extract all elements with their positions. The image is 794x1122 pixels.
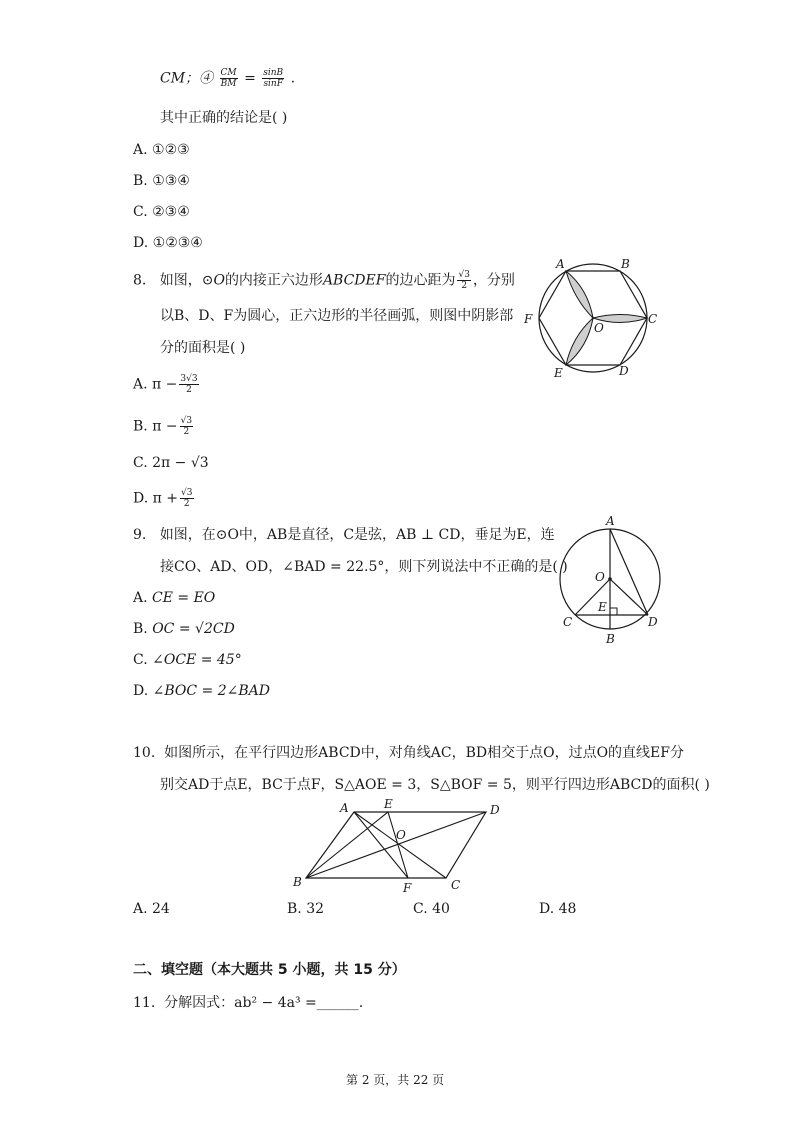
period: . (290, 70, 296, 87)
q10-parallelogram-figure (290, 798, 520, 898)
q10-label-b: B (293, 875, 302, 889)
q8-option-b (133, 416, 195, 437)
option-letter: B. (133, 418, 148, 435)
option-text: OC = √2CD (152, 621, 235, 637)
option-text: ①②③ (152, 142, 190, 158)
option-fraction (180, 488, 193, 509)
q10-label-o: O (396, 828, 406, 842)
q8-hexagon-figure (520, 255, 660, 380)
option-letter: D. (539, 901, 555, 917)
q9-segment-ad (610, 529, 648, 615)
option-text: π + (152, 490, 179, 507)
q10-label-e: E (384, 797, 393, 811)
q7-option-d (133, 233, 203, 253)
question-number: 10. (133, 745, 156, 761)
option-text: 40 (432, 901, 450, 917)
q8-text: 的边心距为 (385, 272, 456, 289)
q8-petal-oa (566, 271, 593, 318)
frac-den: 2 (183, 427, 190, 437)
q8-petal-oe (566, 318, 593, 365)
q9-option-a (133, 588, 215, 608)
q8-fraction (457, 270, 470, 291)
option-text: CE = EO (152, 590, 216, 606)
option-text: 2π − √3 (152, 455, 209, 471)
option-letter: D. (133, 490, 149, 507)
frac-den: 2 (461, 281, 468, 291)
q9-line1 (133, 525, 555, 545)
option-letter: B. (287, 901, 302, 917)
q10-option-d (539, 899, 576, 919)
q9-label-a: A (606, 514, 615, 528)
q10-label-d: D (490, 803, 500, 817)
option-text: ②③④ (152, 204, 190, 220)
q8-label-c: C (648, 312, 658, 326)
frac-num: 3√3 (180, 374, 198, 384)
q10-option-c (413, 899, 450, 919)
frac-num: CM (220, 68, 237, 78)
q10-option-a (133, 899, 170, 919)
q9-label-d: D (648, 615, 658, 629)
q9-line2: 接CO、AD、OD，∠BAD = 22.5°，则下列说法中不正确的是( ) (160, 559, 568, 575)
q11-text: 分解因式：ab² − 4a³ =______. (164, 995, 364, 1011)
frac-den: BM (220, 79, 237, 89)
q8-text: 的内接正六边形 (224, 272, 323, 289)
q8-option-c (133, 453, 209, 473)
q7-option-c (133, 202, 190, 222)
q10-label-a: A (340, 801, 349, 815)
q9-label-b: B (606, 632, 615, 646)
q10-line1 (133, 743, 684, 763)
q8-label-d: D (619, 364, 629, 378)
q8-label-a: A (556, 257, 565, 271)
option-text: 24 (152, 901, 170, 917)
q8-text: ，分别 (472, 272, 515, 289)
option-letter: B. (133, 621, 148, 637)
q10-text: 如图所示，在平行四边形ABCD中，对角线AC，BD相交于点O，过点O的直线EF分 (164, 745, 684, 761)
equals-sign: = (244, 70, 256, 87)
option-letter: A. (133, 590, 148, 606)
q9-label-e: E (598, 600, 607, 614)
q8-option-a (133, 374, 201, 395)
frac-num: √3 (180, 416, 193, 426)
option-text: ∠BOC = 2∠BAD (152, 683, 270, 699)
option-letter: A. (133, 142, 148, 158)
q7-fraction-sin (262, 68, 284, 89)
option-text: π − (152, 376, 178, 393)
option-letter: C. (133, 652, 148, 668)
q8-label-e: E (554, 366, 563, 380)
frac-num: sinB (263, 68, 284, 78)
q9-right-angle-mark (610, 608, 617, 615)
option-text: ①②③④ (152, 235, 203, 251)
q9-circle-figure (555, 515, 675, 650)
option-letter: C. (133, 455, 148, 471)
q8-option-d (133, 488, 196, 509)
q9-option-c (133, 650, 242, 670)
q9-segment-od (610, 579, 648, 615)
option-text: 48 (558, 901, 577, 917)
q9-option-d (133, 681, 270, 701)
q8-line3: 分的面积是( ) (160, 340, 246, 356)
q10-diagonal-bd (306, 812, 486, 878)
q9-label-o: O (595, 570, 605, 584)
q8-math: O (213, 272, 225, 289)
frac-num: √3 (181, 488, 193, 498)
section-title: 二、填空题（本大题共 5 小题，共 15 分） (133, 962, 406, 978)
option-text: ①③④ (152, 173, 190, 189)
question-number: 9. (133, 527, 147, 543)
option-letter: A. (133, 376, 148, 393)
q7-prompt: 其中正确的结论是( ) (160, 110, 288, 126)
q9-option-b (133, 619, 235, 639)
option-fraction (180, 416, 193, 437)
option-letter: A. (133, 901, 148, 917)
option-letter: B. (133, 173, 148, 189)
option-letter: C. (413, 901, 428, 917)
option-letter: D. (133, 235, 149, 251)
option-text: 32 (306, 901, 325, 917)
q9-center-dot (608, 577, 612, 581)
q8-text: 如图，⊙ (159, 272, 214, 289)
option-text: ∠OCE = 45° (152, 652, 242, 668)
question-number: 11. (133, 995, 156, 1011)
frac-den: 2 (186, 385, 192, 395)
q7-fraction-cm-bm (220, 68, 238, 89)
q8-math: ABCDEF (322, 272, 386, 289)
q8-line1 (133, 270, 515, 291)
q7-option-a (133, 140, 190, 160)
q11-line (133, 993, 363, 1013)
q8-label-f: F (524, 312, 533, 326)
q9-label-c: C (563, 615, 573, 629)
q7-conclusion-line (160, 68, 295, 89)
frac-den: 2 (183, 499, 190, 509)
frac-num: √3 (458, 270, 470, 280)
q10-option-b (287, 899, 324, 919)
q7-tail: CM；④ (160, 70, 214, 87)
q7-option-b (133, 171, 190, 191)
q10-label-c: C (451, 878, 461, 892)
option-letter: C. (133, 204, 148, 220)
q10-label-f: F (403, 881, 412, 895)
option-text: π − (152, 418, 178, 435)
q8-line2: 以B、D、F为圆心，正六边形的半径画弧，则图中阴影部 (160, 308, 514, 324)
page-footer: 第 2 页，共 22 页 (346, 1073, 445, 1087)
question-number: 8. (133, 272, 147, 289)
option-fraction (179, 374, 198, 395)
frac-den: sinF (263, 79, 283, 89)
q8-label-o: O (594, 321, 604, 335)
q10-line2: 别交AD于点E，BC于点F，S△AOE = 3，S△BOF = 5，则平行四边形ABCD的面积( ) (160, 777, 710, 793)
q9-text: 如图，在⊙O中，AB是直径，C是弦，AB ⊥ CD，垂足为E，连 (159, 527, 555, 543)
q8-label-b: B (621, 257, 630, 271)
option-letter: D. (133, 683, 149, 699)
q10-line-ef (388, 812, 408, 878)
